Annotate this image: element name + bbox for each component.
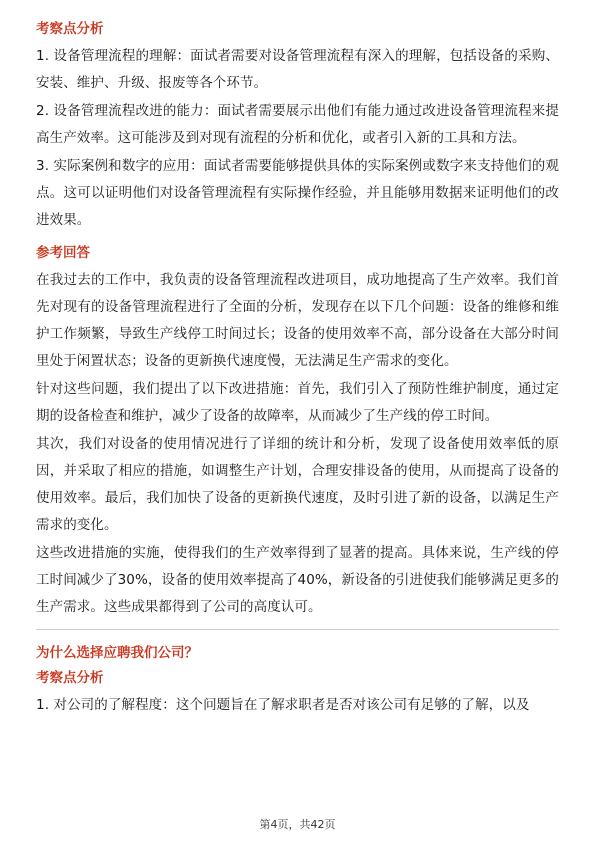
section-heading-reference-answer: 参考回答 <box>36 245 90 261</box>
analysis-item: 1. 设备管理流程的理解：面试者需要对设备管理流程有深入的理解，包括设备的采购、安装、维护、升级、报废等各个环节。 <box>36 48 559 91</box>
answer-paragraph: 这些改进措施的实施，使得我们的生产效率得到了显著的提高。具体来说，生产线的停工时间减少了30%，设备的使用效率提高了40%，新设备的引进使我们能够满足更多的生产需求。这些成果都得到了公司的高度认可。 <box>36 545 560 615</box>
analysis-item: 1. 对公司的了解程度：这个问题旨在了解求职者是否对该公司有足够的了解，以及 <box>36 697 530 713</box>
section-heading-analysis: 考察点分析 <box>36 21 104 37</box>
answer-paragraph: 针对这些问题，我们提出了以下改进措施：首先，我们引入了预防性维护制度，通过定期的设备检查和维护，减少了设备的故障率，从而减少了生产线的停工时间。 <box>36 381 559 424</box>
analysis-item: 3. 实际案例和数字的应用：面试者需要能够提供具体的实际案例或数字来支持他们的观点。这可以证明他们对设备管理流程有实际操作经验，并且能够用数据来证明他们的改进效果。 <box>36 158 559 228</box>
section-heading-analysis-2: 考察点分析 <box>36 670 104 686</box>
answer-paragraph: 在我过去的工作中，我负责的设备管理流程改进项目，成功地提高了生产效率。我们首先对现有的设备管理流程进行了全面的分析，发现存在以下几个问题：设备的维修和维护工作频繁，导致生产线停工时间过长；设备的使用效率不高，部分设备在大部分时间里处于闲置状态；设备的更新换代速度慢，无法满足生产需求的变化。 <box>36 272 559 369</box>
answer-paragraph: 其次，我们对设备的使用情况进行了详细的统计和分析，发现了设备使用效率低的原因，并采取了相应的措施，如调整生产计划，合理安排设备的使用，从而提高了设备的使用效率。最后，我们加快了设备的更新换代速度，及时引进了新的设备，以满足生产需求的变化。 <box>36 436 559 533</box>
document-page <box>36 18 559 720</box>
analysis-item: 2. 设备管理流程改进的能力：面试者需要展示出他们有能力通过改进设备管理流程来提高生产效率。这可能涉及到对现有流程的分析和优化，或者引入新的工具和方法。 <box>36 103 559 146</box>
question-title: 为什么选择应聘我们公司？ <box>36 645 198 661</box>
page-number: 第4页，共42页 <box>259 818 336 831</box>
section-divider <box>36 629 559 630</box>
